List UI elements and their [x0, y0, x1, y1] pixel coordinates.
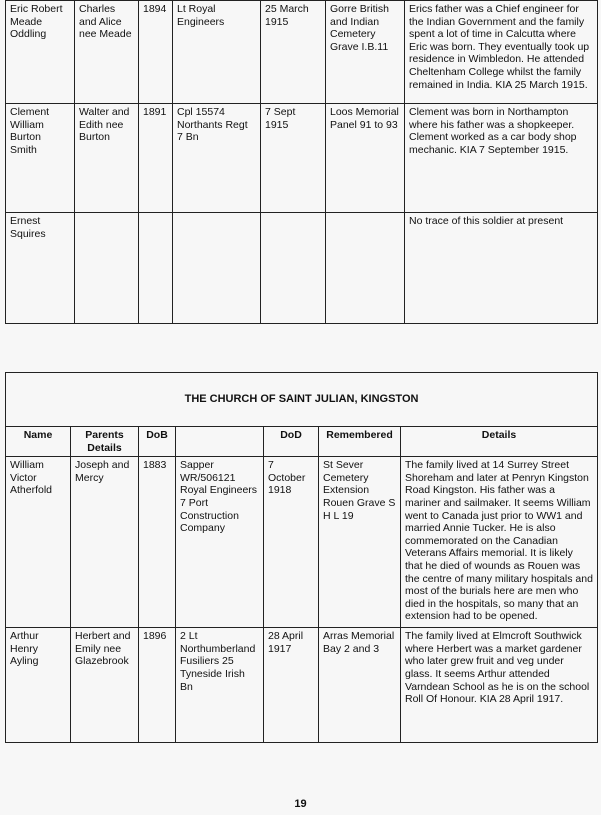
- date-of-birth: [139, 213, 173, 324]
- date-of-death: 7 October 1918: [264, 457, 319, 628]
- remembered-at: Arras Memorial Bay 2 and 3: [319, 628, 401, 743]
- church-title: THE CHURCH OF SAINT JULIAN, KINGSTON: [6, 373, 598, 427]
- date-of-birth: 1891: [139, 104, 173, 213]
- date-of-death: [261, 213, 326, 324]
- date-of-birth: 1883: [139, 457, 176, 628]
- parents-details: Joseph and Mercy: [71, 457, 139, 628]
- header-parents: Parents Details: [71, 427, 139, 457]
- table-row: [6, 104, 598, 213]
- date-of-birth: 1896: [139, 628, 176, 743]
- rank-and-unit: Cpl 15574 Northants Regt 7 Bn: [173, 104, 261, 213]
- date-of-death: 25 March 1915: [261, 1, 326, 104]
- parents-details: Herbert and Emily nee Glazebrook: [71, 628, 139, 743]
- parents-details: [75, 213, 139, 324]
- table-row: [6, 213, 598, 324]
- soldier-details: The family lived at 14 Surrey Street Shoreham and later at Penryn Kingston Road Kingston. His father was a mariner and sailmaker. It seems William went to Canada just prior to WW1 and married Annie Tucker. He is also commemorated on the Canadian Veterans Affairs memorial. It is likely that he died of wounds as Rouen was the centre of many military hospitals and most of the burials here are men who died in the hospitals, so many that an extension had to be opened.: [401, 457, 598, 628]
- date-of-birth: 1894: [139, 1, 173, 104]
- rank-and-unit: Lt Royal Engineers: [173, 1, 261, 104]
- soldier-name: Clement William Burton Smith: [6, 104, 75, 213]
- remembered-at: St Sever Cemetery Extension Rouen Grave S H L 19: [319, 457, 401, 628]
- header-dob: DoB: [139, 427, 176, 457]
- upper-soldier-table: [5, 0, 598, 324]
- table-row: [6, 457, 598, 628]
- remembered-at: [326, 213, 405, 324]
- soldier-name: William Victor Atherfold: [6, 457, 71, 628]
- header-row: [6, 427, 598, 457]
- parents-details: Walter and Edith nee Burton: [75, 104, 139, 213]
- date-of-death: 28 April 1917: [264, 628, 319, 743]
- header-details: Details: [401, 427, 598, 457]
- table-row: [6, 1, 598, 104]
- rank-and-unit: Sapper WR/506121 Royal Engineers 7 Port Construction Company: [176, 457, 264, 628]
- table-row: [6, 628, 598, 743]
- soldier-details: Erics father was a Chief engineer for the Indian Government and the family spent a lot of time in Calcutta where Eric was born. They eventually took up residence in Wimbledon. He attended Cheltenham College whilst the family remained in India. KIA 25 March 1915.: [405, 1, 598, 104]
- church-soldier-table: [5, 372, 598, 743]
- remembered-at: Loos Memorial Panel 91 to 93: [326, 104, 405, 213]
- header-name: Name: [6, 427, 71, 457]
- rank-and-unit: [173, 213, 261, 324]
- header-dod: DoD: [264, 427, 319, 457]
- title-row: [6, 373, 598, 427]
- rank-and-unit: 2 Lt Northumberland Fusiliers 25 Tyneside Irish Bn: [176, 628, 264, 743]
- header-rank: [176, 427, 264, 457]
- header-remembered: Remembered: [319, 427, 401, 457]
- page-number: 19: [294, 798, 307, 810]
- parents-details: Charles and Alice nee Meade: [75, 1, 139, 104]
- soldier-name: Eric Robert Meade Oddling: [6, 1, 75, 104]
- soldier-details: The family lived at Elmcroft Southwick where Herbert was a market gardener who later grew fruit and veg under glass. It seems Arthur attended Varndean School as he is on the school Roll Of Honour. KIA 28 April 1917.: [401, 628, 598, 743]
- soldier-details: Clement was born in Northampton where his father was a shopkeeper. Clement worked as a car body shop mechanic. KIA 7 September 1915.: [405, 104, 598, 213]
- soldier-name: Arthur Henry Ayling: [6, 628, 71, 743]
- soldier-details: No trace of this soldier at present: [405, 213, 598, 324]
- date-of-death: 7 Sept 1915: [261, 104, 326, 213]
- remembered-at: Gorre British and Indian Cemetery Grave I.B.11: [326, 1, 405, 104]
- soldier-name: Ernest Squires: [6, 213, 75, 324]
